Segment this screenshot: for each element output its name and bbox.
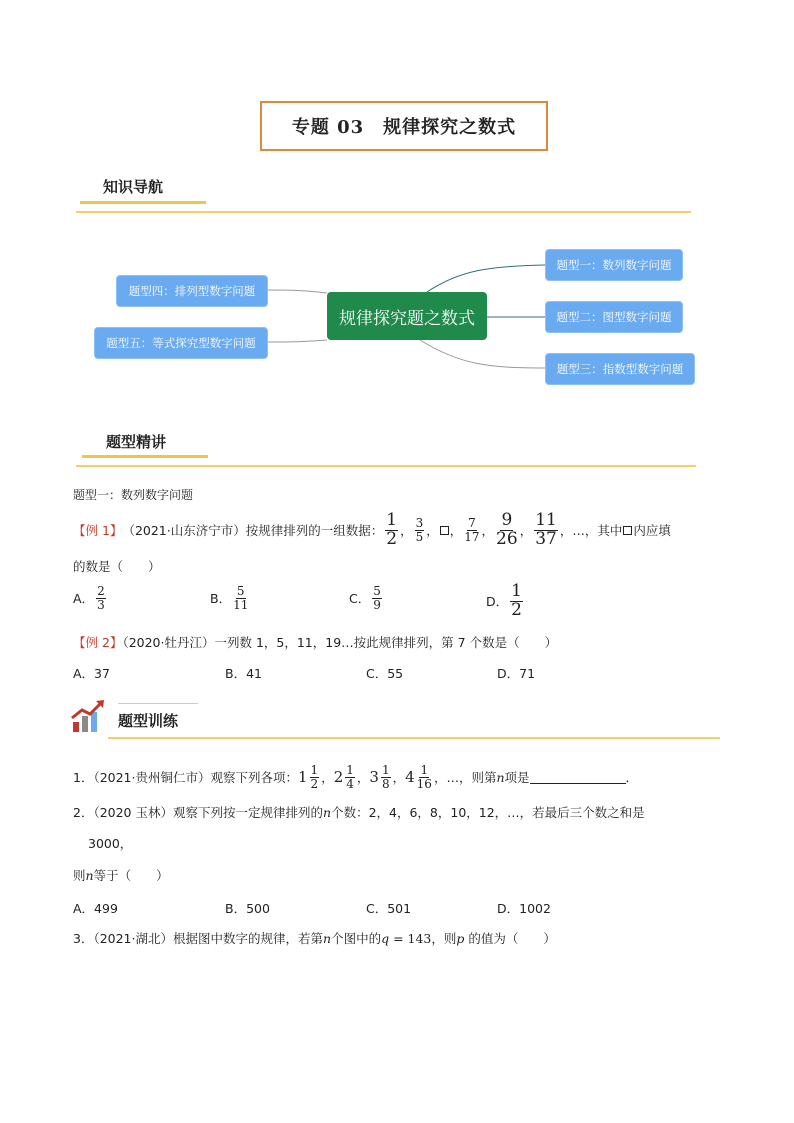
option-c: C．501: [366, 901, 412, 916]
example1-line2: 的数是（ ）: [73, 559, 161, 574]
fraction: $\frac{9}{26}$: [496, 509, 518, 549]
option-d: D．1002: [497, 901, 551, 916]
answer-blank[interactable]: [530, 771, 626, 784]
option-b: B． $\frac{5}{11}$: [210, 584, 249, 612]
question1: 1．（2021·贵州铜仁市）观察下列各项： 1 $\frac{1}{2}$ ， 2 $\frac{1}{4}$ ， 3 $\frac{1}{8}$ ， 4 $\frac{1}{16}$ ，…，则第 n 项是 ．: [73, 762, 639, 791]
mindmap-node-type2: 题型二：图型数字问题: [545, 301, 683, 333]
section-heading-nav: 知识导航: [103, 178, 164, 196]
mindmap-node-type4: 题型四：排列型数字问题: [116, 275, 268, 307]
option-a: A． $\frac{2}{3}$: [73, 584, 105, 612]
question3: 3．（2021·湖北）根据图中数字的规律，若第n个图中的q = 143，则p 的值为（ ）: [73, 931, 556, 946]
blank-square-icon: [440, 526, 449, 535]
section-topline: [118, 703, 198, 704]
section-divider: [76, 465, 696, 467]
fraction: $\frac{11}{37}$: [535, 509, 557, 549]
section-underline: [82, 455, 208, 458]
question2-line1: 2．（2020 玉林）观察下列按一定规律排列的n个数：2，4，6，8，10，12，…，若最后三个数之和是: [73, 805, 645, 820]
option-c: C．55: [366, 666, 404, 681]
question2-line3: 则n等于（ ）: [73, 868, 169, 883]
section-heading-lecture: 题型精讲: [106, 433, 167, 451]
fraction: $\frac{3}{5}$: [415, 515, 424, 544]
fraction: $\frac{1}{2}$: [386, 509, 398, 549]
section-divider: [76, 211, 691, 213]
example1-source: （2021·山东济宁市）按规律排列的一组数据：: [122, 523, 384, 538]
option-b: B．500: [225, 901, 270, 916]
chart-growth-icon: [70, 698, 108, 734]
option-a: A．37: [73, 666, 110, 681]
option-c: C． $\frac{5}{9}$: [349, 584, 381, 612]
section-heading-training: 题型训练: [118, 712, 179, 730]
example1-tag: 【例 1】: [73, 523, 123, 538]
section-divider: [108, 737, 720, 739]
blank-square-icon: [623, 526, 632, 535]
example2-line: [73, 633, 557, 651]
example2-tag: 【例 2】: [73, 635, 123, 650]
option-d: D． $\frac{1}{2}$: [486, 581, 522, 620]
option-a: A．499: [73, 901, 118, 916]
document-title: 专题 03 规律探究之数式: [260, 101, 548, 151]
mindmap-node-type3: 题型三：指数型数字问题: [545, 353, 695, 385]
mindmap-node-type5: 题型五：等式探究型数字问题: [94, 327, 268, 359]
example1-line1: 【例 1】 （2021·山东济宁市）按规律排列的一组数据： $\frac{1}{2}$ ， $\frac{3}{5}$ ， ， $\frac{7}{17}$ ， $\frac{9}{26}$ ， $\frac{11}{37}$ ，…，其中 内应填: [73, 509, 671, 549]
option-b: B．41: [225, 666, 262, 681]
type1-heading: 题型一：数列数字问题: [73, 488, 194, 502]
option-d: D．71: [497, 666, 536, 681]
fraction: $\frac{7}{17}$: [464, 515, 480, 544]
example2-text: （2020·牡丹江）一列数 1，5，11，19…按此规律排列，第 7 个数是（ ）: [122, 635, 558, 650]
question2-line2: 3000，: [88, 836, 133, 851]
mindmap-center-node: 规律探究题之数式: [327, 292, 487, 340]
mindmap-node-type1: 题型一：数列数字问题: [545, 249, 683, 281]
section-underline: [80, 201, 206, 204]
